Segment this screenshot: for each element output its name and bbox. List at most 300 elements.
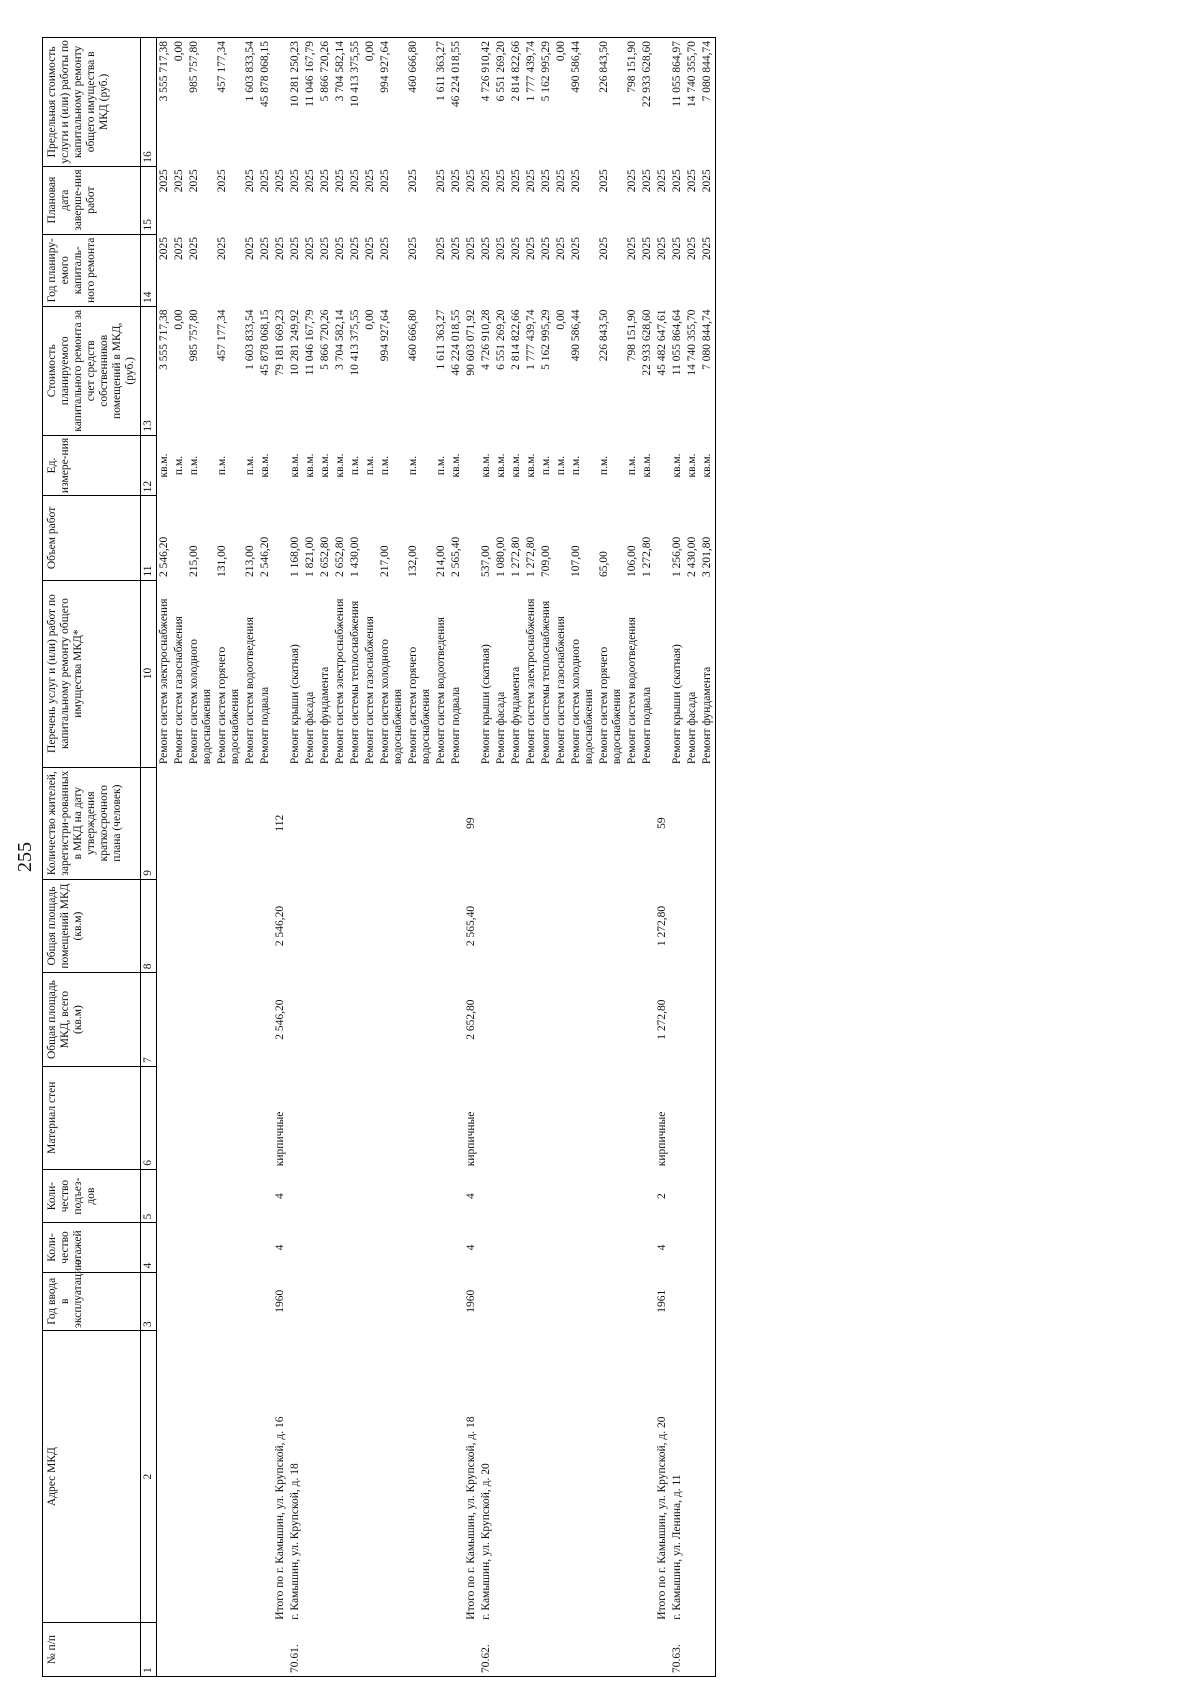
cell-empty: [406, 1169, 434, 1223]
cell-empty: [700, 879, 716, 973]
cell-empty: [333, 1223, 348, 1272]
cell-col-15: 2025: [244, 169, 256, 193]
cell-col-11: [172, 496, 187, 580]
cell-col-10: Ремонт фасада: [495, 691, 507, 765]
cell-col-10: Ремонт фундамента: [510, 666, 522, 765]
cell-empty: [172, 1223, 187, 1272]
cell-col-10: Ремонт крыши (скатная): [671, 644, 683, 765]
cell-col-15: 2025: [407, 169, 419, 193]
cell-empty: [378, 973, 406, 1067]
cell-col-16: 1 777 439,74: [524, 38, 539, 167]
column-number: 3: [141, 1272, 157, 1330]
cell-empty: [157, 1330, 173, 1622]
cell-col-10: Ремонт системы теплоснабжения: [540, 600, 552, 765]
cell-col-10: Ремонт систем горячего водоснабжения: [598, 646, 623, 765]
cell-empty: [303, 879, 318, 973]
cell-col-13: 45 482 647,61: [656, 309, 668, 376]
cell-col-11: 132,00: [407, 545, 419, 578]
column-number: 6: [141, 1066, 157, 1169]
cell-empty: [655, 38, 670, 167]
cell-col-11: 1 430,00: [349, 536, 361, 578]
cell-col-12: п.м.: [173, 455, 185, 476]
cell-col-16: 226 843,50: [597, 38, 625, 167]
cell-col-11: 2 546,20: [259, 536, 271, 578]
table-row: [524, 38, 539, 1677]
column-number: 11: [141, 496, 157, 580]
cell-empty: [569, 1223, 597, 1272]
table-row: [157, 38, 173, 1677]
cell-col-11: 215,00: [188, 545, 200, 578]
cell-col-16: 3 704 582,14: [333, 38, 348, 167]
cell-empty: [655, 580, 670, 767]
cell-col-14: 2025: [244, 237, 256, 261]
cell-empty: [597, 1623, 625, 1677]
cell-col-15: 2025: [671, 169, 683, 193]
cell-col-12: п.м.: [435, 455, 447, 476]
cell-empty: [363, 767, 378, 879]
cell-empty: [509, 1066, 524, 1169]
cell-empty: [258, 1623, 273, 1677]
cell-col-12: кв.м.: [289, 453, 301, 478]
cell-empty: [378, 1623, 406, 1677]
table-row: [449, 38, 464, 1677]
cell-col-12: п.м.: [570, 455, 582, 476]
cell-empty: [215, 1169, 243, 1223]
capital-repair-table: [42, 37, 716, 1677]
cell-empty: [187, 879, 215, 973]
table-row: [215, 38, 243, 1677]
cell-empty: [333, 1623, 348, 1677]
cell-col-11: 131,00: [216, 545, 228, 578]
cell-empty: [685, 1272, 700, 1330]
cell-col-11: 537,00: [480, 545, 492, 578]
cell-empty: [494, 1330, 509, 1622]
cell-empty: [670, 1066, 685, 1169]
cell-col-13: 0,00: [555, 309, 567, 330]
cell-empty: [273, 496, 288, 580]
table-row: [479, 38, 494, 1677]
cell-empty: [348, 1066, 363, 1169]
cell-empty: [449, 1623, 464, 1677]
cell-col-13: 10 413 375,55: [349, 309, 361, 376]
cell-empty: [406, 767, 434, 879]
cell-col-15: 2025: [259, 169, 271, 193]
cell-col-15: 2025: [274, 169, 286, 193]
cell-empty: [243, 1066, 258, 1169]
cell-col-14: 2025: [450, 237, 462, 261]
cell-col-13: 7 080 844,74: [700, 306, 716, 435]
cell-empty: [243, 973, 258, 1067]
header-cell: Материал стен: [43, 1066, 141, 1169]
cell-empty: [378, 1330, 406, 1622]
cell-empty: [685, 879, 700, 973]
cell-empty: [187, 973, 215, 1067]
cell-empty: [288, 1272, 303, 1330]
cell-empty: [569, 1066, 597, 1169]
cell-empty: [464, 435, 479, 496]
cell-empty: [187, 1330, 215, 1622]
cell-col-6: кирпичные: [465, 1111, 477, 1167]
table-row: [700, 38, 716, 1677]
cell-empty: [273, 435, 288, 496]
cell-col-11: [363, 496, 378, 580]
cell-col-14: 2025: [540, 237, 552, 261]
cell-col-13: 1 611 363,27: [435, 309, 447, 370]
cell-col-10: Ремонт систем холодного водоснабжения: [188, 638, 213, 765]
cell-col-12: кв.м.: [158, 453, 170, 478]
cell-empty: [670, 1169, 685, 1223]
cell-col-12: п.м.: [555, 455, 567, 476]
table-row: [288, 38, 303, 1677]
cell-col-10: Ремонт подвала: [259, 686, 271, 765]
cell-empty: [625, 1330, 640, 1622]
cell-col-14: 2025: [656, 237, 668, 261]
cell-col-12: п.м.: [626, 455, 638, 476]
cell-empty: [640, 767, 655, 879]
cell-col-12: кв.м.: [259, 453, 271, 478]
cell-empty: [157, 973, 173, 1067]
cell-col-12: п.м.: [379, 455, 391, 476]
cell-col-15: 2025: [525, 169, 537, 193]
cell-empty: [434, 973, 449, 1067]
cell-empty: [597, 1272, 625, 1330]
cell-col-11: 2 546,20: [158, 536, 170, 578]
cell-col-14: 2025: [525, 237, 537, 261]
cell-col-13: 0,00: [364, 309, 376, 330]
cell-empty: [597, 1169, 625, 1223]
cell-empty: [554, 973, 569, 1067]
cell-empty: [539, 1169, 554, 1223]
cell-empty: [494, 973, 509, 1067]
cell-col-15: 2025: [435, 169, 447, 193]
cell-col-11: 1 821,00: [304, 536, 316, 578]
cell-empty: [303, 1223, 318, 1272]
cell-col-12: кв.м.: [671, 453, 683, 478]
cell-empty: [406, 1623, 434, 1677]
cell-empty: [288, 1169, 303, 1223]
cell-col-13: 1 603 833,54: [244, 309, 256, 370]
cell-col-15: 2025: [379, 169, 391, 193]
cell-col-15: 2025: [349, 169, 361, 193]
cell-empty: [597, 879, 625, 973]
cell-col-12: кв.м.: [510, 453, 522, 478]
cell-col-11: 2 652,80: [319, 536, 331, 578]
cell-col-11: 106,00: [626, 545, 638, 578]
cell-col-13: 90 603 071,92: [465, 309, 477, 376]
cell-empty: [449, 1169, 464, 1223]
cell-empty: [363, 1169, 378, 1223]
cell-col-10: Ремонт систем горячего водоснабжения: [407, 646, 432, 765]
cell-empty: [363, 1272, 378, 1330]
cell-col-16: 6 551 269,20: [494, 38, 509, 167]
cell-col-10: Ремонт систем холодного водоснабжения: [570, 638, 595, 765]
cell-col-11: 1 256,00: [671, 536, 683, 578]
cell-col-16: 11 046 167,79: [303, 38, 318, 167]
cell-empty: [670, 767, 685, 879]
cell-empty: [406, 1066, 434, 1169]
cell-col-15: 2025: [450, 169, 462, 193]
cell-col-2: Итого по г. Камышин, ул. Крупской, д. 18: [465, 1416, 477, 1620]
cell-col-16: 1 603 833,54: [243, 38, 258, 167]
cell-empty: [303, 1272, 318, 1330]
cell-empty: [509, 1330, 524, 1622]
cell-empty: [569, 973, 597, 1067]
column-number: 10: [141, 580, 157, 767]
cell-empty: [597, 767, 625, 879]
cell-col-12: п.м.: [188, 455, 200, 476]
cell-col-15: 2025: [626, 169, 638, 193]
cell-col-1: 70.62.: [479, 1623, 494, 1677]
cell-empty: [243, 1330, 258, 1622]
cell-empty: [348, 1623, 363, 1677]
cell-col-14: 2025: [334, 237, 346, 261]
cell-empty: [449, 879, 464, 973]
cell-col-16: 7 080 844,74: [700, 38, 716, 167]
cell-col-14: 2025: [188, 237, 200, 261]
cell-col-12: п.м.: [598, 455, 610, 476]
cell-empty: [406, 1330, 434, 1622]
cell-col-13: 22 933 628,60: [641, 309, 653, 376]
cell-col-14: 2025: [289, 237, 301, 261]
cell-empty: [258, 1223, 273, 1272]
cell-col-9: 99: [465, 817, 477, 829]
cell-empty: [539, 1272, 554, 1330]
cell-empty: [258, 973, 273, 1067]
cell-col-13: 994 927,64: [379, 309, 391, 362]
cell-empty: [569, 1169, 597, 1223]
cell-col-11: 1 080,00: [495, 536, 507, 578]
table-body: [157, 38, 716, 1677]
cell-empty: [243, 1272, 258, 1330]
cell-empty: [157, 1223, 173, 1272]
table-row: [640, 38, 655, 1677]
cell-col-10: Ремонт фундамента: [700, 580, 716, 767]
cell-col-13: 14 740 355,70: [686, 309, 698, 376]
cell-col-16: 5 162 995,29: [539, 38, 554, 167]
cell-empty: [494, 1169, 509, 1223]
cell-empty: [569, 1272, 597, 1330]
cell-col-12: п.м.: [364, 455, 376, 476]
cell-empty: [479, 879, 494, 973]
cell-empty: [524, 767, 539, 879]
cell-col-13: 46 224 018,55: [450, 309, 462, 376]
cell-col-13: 10 281 249,92: [289, 309, 301, 376]
cell-col-10: Ремонт систем водоотведения: [626, 617, 638, 765]
cell-empty: [406, 1272, 434, 1330]
cell-col-15: 2025: [465, 169, 477, 193]
cell-empty: [187, 1169, 215, 1223]
cell-empty: [625, 1169, 640, 1223]
cell-empty: [625, 1623, 640, 1677]
cell-col-14: 2025: [570, 237, 582, 261]
cell-empty: [685, 973, 700, 1067]
cell-empty: [539, 767, 554, 879]
cell-empty: [288, 973, 303, 1067]
column-number: 1: [141, 1623, 157, 1677]
cell-empty: [303, 1623, 318, 1677]
cell-empty: [348, 1169, 363, 1223]
cell-col-14: 2025: [435, 237, 447, 261]
column-number: 2: [141, 1330, 157, 1622]
cell-col-10: Ремонт фундамента: [319, 666, 331, 765]
cell-col-11: 213,00: [244, 545, 256, 578]
column-number: 8: [141, 879, 157, 973]
cell-col-11: 2 430,00: [686, 536, 698, 578]
cell-col-16: 4 726 910,42: [479, 38, 494, 167]
cell-empty: [187, 1272, 215, 1330]
cell-col-12: кв.м.: [304, 453, 316, 478]
cell-empty: [303, 767, 318, 879]
cell-col-16: 22 933 628,60: [640, 38, 655, 167]
cell-col-14: 2025: [510, 237, 522, 261]
cell-empty: [464, 496, 479, 580]
table-total-row: [273, 38, 288, 1677]
cell-col-13: 79 181 669,23: [274, 309, 286, 376]
cell-empty: [554, 1330, 569, 1622]
cell-col-2: Итого по г. Камышин, ул. Крупской, д. 16: [274, 1416, 286, 1620]
header-cell: Адрес МКД: [43, 1330, 141, 1622]
cell-col-10: Ремонт систем холодного водоснабжения: [379, 638, 404, 765]
cell-empty: [434, 1330, 449, 1622]
header-cell: Ед. измере-ния: [43, 435, 141, 496]
cell-col-16: 14 740 355,70: [685, 38, 700, 167]
cell-empty: [172, 1169, 187, 1223]
cell-empty: [700, 767, 716, 879]
cell-empty: [625, 767, 640, 879]
cell-empty: [479, 1223, 494, 1272]
cell-col-12: кв.м.: [686, 453, 698, 478]
cell-col-11: 1 168,00: [289, 536, 301, 578]
cell-empty: [172, 973, 187, 1067]
cell-empty: [479, 1272, 494, 1330]
cell-empty: [333, 1330, 348, 1622]
cell-col-15: 2025: [158, 169, 170, 193]
cell-col-7: 1 272,80: [656, 999, 668, 1040]
cell-col-16: 45 878 068,15: [258, 38, 273, 167]
header-cell: Общая площадь МКД, всего (кв.м): [43, 973, 141, 1067]
cell-empty: [670, 1272, 685, 1330]
table-row: [569, 38, 597, 1677]
cell-empty: [524, 1623, 539, 1677]
cell-col-15: 2025: [540, 169, 552, 193]
cell-col-10: Ремонт систем электроснабжения: [334, 598, 346, 765]
cell-col-13: 6 551 269,20: [495, 309, 507, 370]
cell-col-14: 2025: [274, 237, 286, 261]
cell-empty: [157, 1272, 173, 1330]
cell-col-16: 5 866 720,26: [318, 38, 333, 167]
cell-col-16: 0,00: [554, 38, 569, 167]
cell-empty: [625, 1066, 640, 1169]
cell-col-10: Ремонт крыши (скатная): [289, 644, 301, 765]
cell-empty: [273, 38, 288, 167]
cell-empty: [333, 879, 348, 973]
table-row: [363, 38, 378, 1677]
cell-col-12: кв.м.: [641, 453, 653, 478]
cell-col-15: 2025: [555, 169, 567, 193]
cell-col-16: 3 555 717,38: [157, 38, 173, 167]
cell-empty: [539, 879, 554, 973]
cell-col-14: 2025: [216, 237, 228, 261]
cell-empty: [318, 1066, 333, 1169]
cell-col-16: 994 927,64: [378, 38, 406, 167]
cell-empty: [494, 1223, 509, 1272]
cell-empty: [318, 767, 333, 879]
cell-empty: [318, 1330, 333, 1622]
cell-empty: [348, 879, 363, 973]
rotated-page: [10, 37, 1190, 1677]
cell-col-4: 4: [274, 1244, 286, 1251]
cell-empty: [288, 1066, 303, 1169]
cell-empty: [625, 973, 640, 1067]
cell-empty: [597, 973, 625, 1067]
cell-empty: [378, 1169, 406, 1223]
cell-col-14: 2025: [173, 237, 185, 261]
cell-empty: [700, 1066, 716, 1169]
cell-col-13: 3 704 582,14: [334, 309, 346, 370]
cell-col-15: 2025: [656, 169, 668, 193]
cell-col-11: 2 565,40: [450, 536, 462, 578]
cell-col-11: 1 272,80: [641, 536, 653, 578]
cell-empty: [685, 1066, 700, 1169]
cell-col-1: 70.63.: [670, 1623, 685, 1677]
cell-empty: [172, 879, 187, 973]
cell-empty: [172, 767, 187, 879]
cell-empty: [215, 1623, 243, 1677]
cell-empty: [215, 767, 243, 879]
cell-col-13: 1 777 439,74: [525, 309, 537, 370]
cell-col-15: 2025: [289, 169, 301, 193]
cell-col-3: 1960: [274, 1289, 286, 1313]
cell-col-13: 457 177,34: [216, 309, 228, 362]
cell-empty: [258, 767, 273, 879]
cell-col-15: 2025: [334, 169, 346, 193]
table-row: [172, 38, 187, 1677]
header-cell: Плановая дата заверше-ния работ: [43, 166, 141, 234]
cell-empty: [509, 1272, 524, 1330]
header-row: [43, 38, 141, 1677]
cell-col-4: 4: [465, 1244, 477, 1251]
cell-empty: [363, 973, 378, 1067]
cell-empty: [685, 1223, 700, 1272]
cell-empty: [569, 879, 597, 973]
cell-empty: [157, 1169, 173, 1223]
cell-empty: [625, 1223, 640, 1272]
cell-col-16: 490 586,44: [569, 38, 597, 167]
cell-empty: [640, 1272, 655, 1330]
cell-col-2: Итого по г. Камышин, ул. Крупской, д. 20: [656, 1416, 668, 1620]
cell-col-15: 2025: [188, 169, 200, 193]
cell-col-14: 2025: [407, 237, 419, 261]
cell-empty: [406, 973, 434, 1067]
cell-col-11: 2 652,80: [334, 536, 346, 578]
cell-empty: [318, 1169, 333, 1223]
cell-empty: [434, 1272, 449, 1330]
cell-empty: [434, 1169, 449, 1223]
column-number-row: [141, 38, 157, 1677]
cell-empty: [303, 1066, 318, 1169]
cell-empty: [640, 1223, 655, 1272]
table-row: [303, 38, 318, 1677]
cell-col-14: 2025: [598, 237, 610, 261]
cell-empty: [494, 1066, 509, 1169]
cell-col-15: 2025: [700, 166, 716, 234]
cell-col-15: 2025: [598, 169, 610, 193]
cell-empty: [479, 1169, 494, 1223]
cell-col-12: кв.м.: [495, 453, 507, 478]
cell-empty: [333, 1066, 348, 1169]
cell-empty: [363, 1066, 378, 1169]
cell-col-3: 1960: [465, 1289, 477, 1313]
